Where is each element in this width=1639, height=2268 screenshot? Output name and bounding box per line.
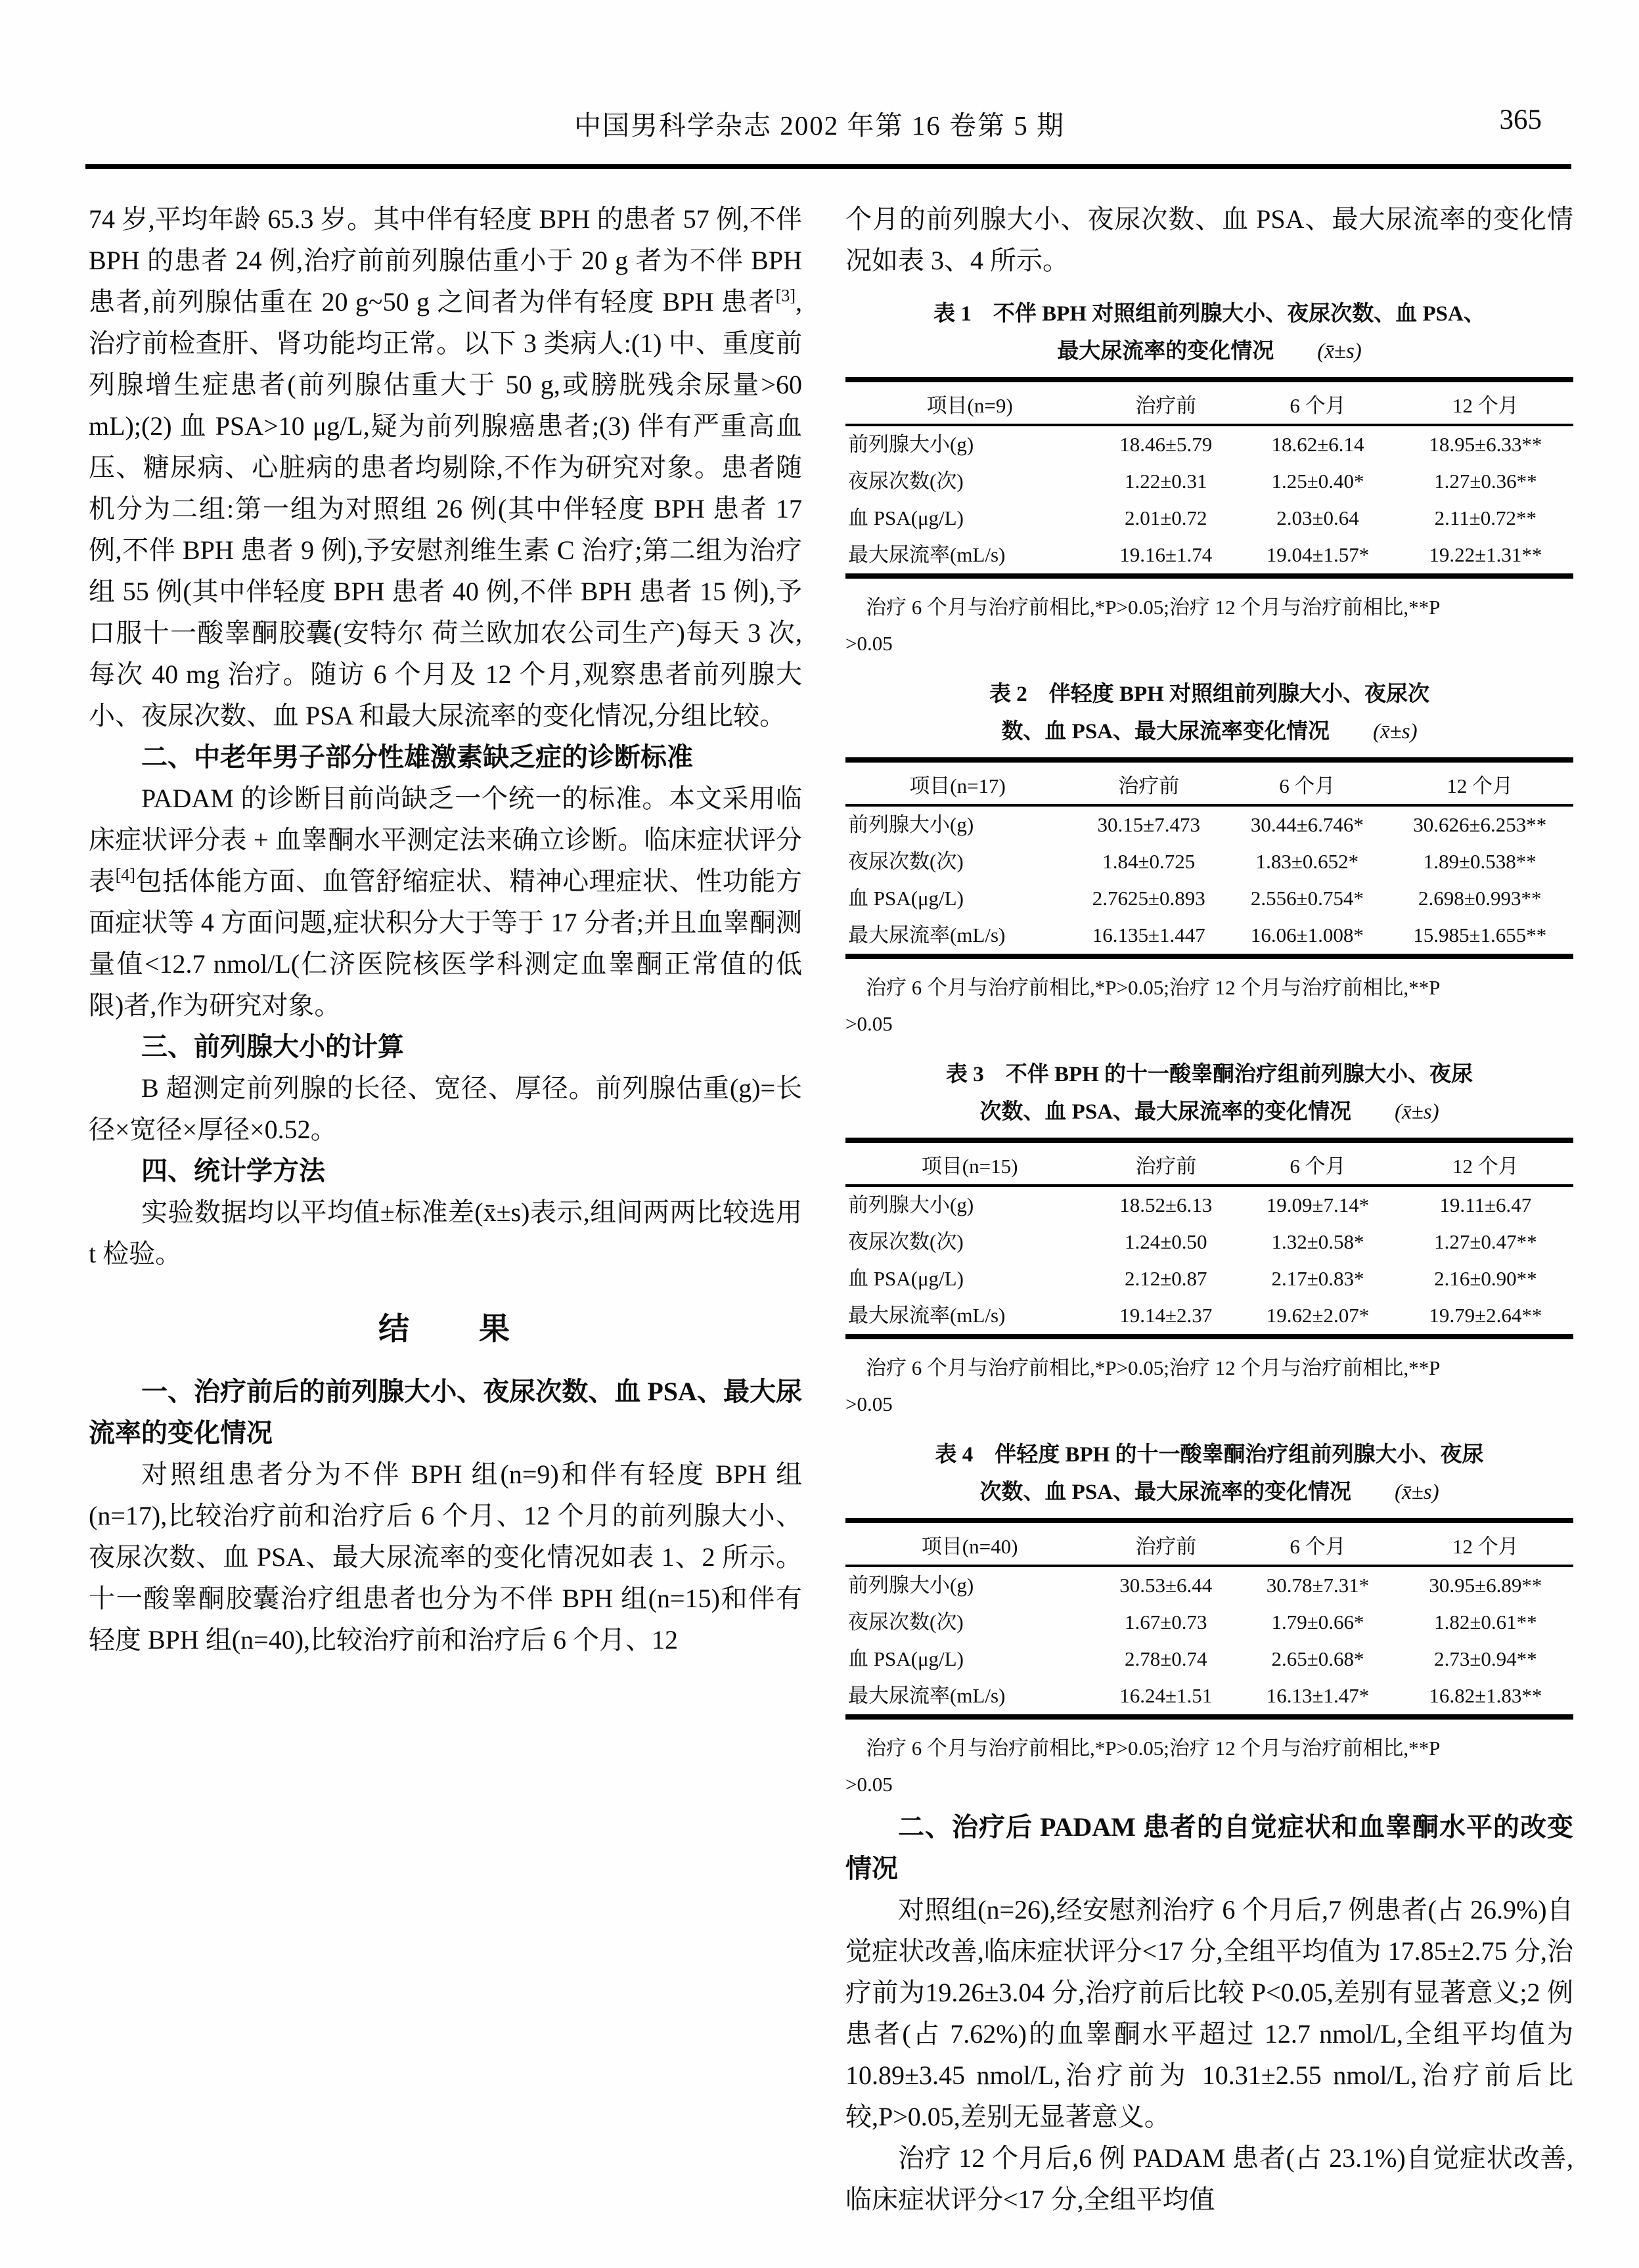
table-3-footnote-line1: 治疗 6 个月与治疗前相比,*P>0.05;治疗 12 个月与治疗前相比,**P <box>866 1356 1441 1379</box>
table-row <box>845 425 1573 463</box>
page-number: 365 <box>1499 104 1542 135</box>
column-header: 12 个月 <box>1398 380 1573 425</box>
table-header-row <box>845 380 1573 425</box>
cell-value: 1.79±0.66* <box>1271 1611 1364 1634</box>
row-label: 血 PSA(μg/L) <box>848 1647 964 1670</box>
table-4 <box>845 1518 1573 1720</box>
cell-value: 19.14±2.37 <box>1119 1304 1213 1327</box>
cell-value: 2.65±0.68* <box>1271 1647 1364 1670</box>
row-label: 血 PSA(μg/L) <box>848 506 964 529</box>
table-2-footnote-line2: >0.05 <box>845 1012 893 1035</box>
cell-value: 1.89±0.538** <box>1423 850 1537 873</box>
caption-text: 次数、血 PSA、最大尿流率的变化情况 <box>979 1100 1351 1124</box>
table-4-caption-line2 <box>845 1474 1573 1511</box>
table-row <box>845 1224 1573 1260</box>
cell-value: 2.17±0.83* <box>1271 1267 1364 1290</box>
cell-value: 2.03±0.64 <box>1276 506 1359 529</box>
stat-notation: (x̄±s) <box>1395 1480 1439 1504</box>
row-label: 夜尿次数(次) <box>848 1611 964 1634</box>
column-header: 6 个月 <box>1238 1140 1397 1186</box>
cell-value: 1.27±0.36** <box>1434 470 1537 493</box>
table-3-footnote-line2: >0.05 <box>845 1392 893 1415</box>
cell-value: 1.67±0.73 <box>1125 1611 1207 1634</box>
cell-value: 18.46±5.79 <box>1119 433 1213 456</box>
cell-value: 2.73±0.94** <box>1434 1647 1537 1670</box>
table-2-footnote-line1: 治疗 6 个月与治疗前相比,*P>0.05;治疗 12 个月与治疗前相比,**P <box>866 976 1441 999</box>
column-header: 12 个月 <box>1398 1140 1573 1186</box>
cell-value: 1.27±0.47** <box>1434 1230 1537 1253</box>
cell-value: 18.62±6.14 <box>1271 433 1364 456</box>
cell-value: 19.04±1.57* <box>1266 543 1370 566</box>
table-row <box>845 880 1573 917</box>
citation-superscript-4: [4] <box>115 865 135 885</box>
column-header: 治疗前 <box>1069 760 1228 805</box>
paragraph-group-comparison: 对照组患者分为不伴 BPH 组(n=9)和伴有轻度 BPH 组(n=17),比较治疗前和治疗后 6 个月、12 个月的前列腺大小、夜尿次数、血 PSA、最大尿流率的变化情况如表 1、2 所示。十一酸睾酮胶囊治疗组患者也分为不伴 BPH 组(n=15)和伴有轻度 BPH 组(n=40),比较治疗前和治疗后 6 个月、12 <box>89 1459 802 1655</box>
table-3-caption <box>845 1056 1573 1131</box>
row-label: 前列腺大小(g) <box>848 1193 974 1216</box>
cell-value: 30.53±6.44 <box>1119 1574 1213 1597</box>
cell-value: 18.52±6.13 <box>1119 1193 1213 1216</box>
table-2 <box>845 757 1573 959</box>
table-2-caption-line1: 表 2 伴轻度 BPH 对照组前列腺大小、夜尿次 <box>989 682 1430 706</box>
table-1-caption <box>845 296 1573 370</box>
cell-value: 1.25±0.40* <box>1271 470 1364 493</box>
table-row <box>845 537 1573 576</box>
cell-value: 30.15±7.473 <box>1097 813 1200 836</box>
section-heading-result-1: 一、治疗前后的前列腺大小、夜尿次数、血 PSA、最大尿流率的变化情况 <box>89 1377 802 1448</box>
column-header: 项目(n=17) <box>845 760 1069 805</box>
caption-text: 次数、血 PSA、最大尿流率的变化情况 <box>979 1480 1351 1504</box>
table-header-row <box>845 760 1573 805</box>
table-4-block <box>845 1436 1573 1802</box>
table-3-caption-line2 <box>845 1094 1573 1131</box>
table-row <box>845 463 1573 500</box>
table-3-block <box>845 1056 1573 1422</box>
row-label: 血 PSA(μg/L) <box>848 887 964 910</box>
column-header: 项目(n=9) <box>845 380 1094 425</box>
cell-value: 2.78±0.74 <box>1125 1647 1207 1670</box>
cell-value: 19.79±2.64** <box>1429 1304 1542 1327</box>
header-rule <box>85 164 1571 169</box>
section-heading-diagnosis-criteria: 二、中老年男子部分性雄激素缺乏症的诊断标准 <box>141 742 693 772</box>
row-label: 夜尿次数(次) <box>848 850 964 873</box>
cell-value: 16.82±1.83** <box>1429 1684 1542 1707</box>
table-1-block <box>845 296 1573 661</box>
cell-value: 1.83±0.652* <box>1255 850 1359 873</box>
paragraph-prostate-calc: B 超测定前列腺的长径、宽径、厚径。前列腺估重(g)=长径×宽径×厚径×0.52。 <box>89 1073 802 1144</box>
table-2-block <box>845 676 1573 1042</box>
table-row <box>845 917 1573 956</box>
paragraph-text: ,治疗前检查肝、肾功能均正常。以下 3 类病人:(1) 中、重度前列腺增生症患者(前列腺估重大于 50 g,或膀胱残余尿量>60 mL);(2) 血 PSA>10 μg/L,疑为前列腺癌患者;(3) 伴有严重高血压、糖尿病、心脏病的患者均剔除,不作为研究对象。患者随机分为二组:第一组为对照组 26 例(其中伴轻度 BPH 患者 17 例,不伴 BPH 患者 9 例),予安慰剂维生素 C 治疗;第二组为治疗组 55 例(其中伴轻度 BPH 患者 40 例,不伴 BPH 患者 15 例),予口服十一酸睾酮胶囊(安特尔 荷兰欧加农公司生产)每天 3 次,每次 40 mg 治疗。随访 6 个月及 12 个月,观察患者前列腺大小、夜尿次数、血 PSA 和最大尿流率的变化情况,分组比较。 <box>89 287 802 730</box>
cell-value: 2.12±0.87 <box>1125 1267 1207 1290</box>
table-header-row <box>845 1140 1573 1186</box>
column-header: 12 个月 <box>1386 760 1573 805</box>
cell-value: 2.556±0.754* <box>1250 887 1364 910</box>
table-4-footnote-line2: >0.05 <box>845 1773 893 1796</box>
cell-value: 16.13±1.47* <box>1266 1684 1370 1707</box>
cell-value: 1.22±0.31 <box>1125 470 1207 493</box>
cell-value: 2.11±0.72** <box>1434 506 1537 529</box>
paragraph-statistics: 实验数据均以平均值±标准差(x̄±s)表示,组间两两比较选用 t 检验。 <box>89 1197 802 1268</box>
row-label: 最大尿流率(mL/s) <box>848 923 1006 946</box>
cell-value: 19.09±7.14* <box>1266 1193 1370 1216</box>
table-row <box>845 1604 1573 1641</box>
cell-value: 16.24±1.51 <box>1119 1684 1213 1707</box>
column-header: 6 个月 <box>1238 1521 1397 1566</box>
row-label: 夜尿次数(次) <box>848 1230 964 1253</box>
table-1-footnote-line2: >0.05 <box>845 632 893 655</box>
table-1 <box>845 377 1573 579</box>
row-label: 前列腺大小(g) <box>848 1574 974 1597</box>
table-1-caption-line2 <box>845 333 1573 370</box>
section-heading-padam-symptoms: 二、治疗后 PADAM 患者的自觉症状和血睾酮水平的改变情况 <box>845 1812 1573 1883</box>
column-header: 12 个月 <box>1398 1521 1573 1566</box>
journal-title: 中国男科学杂志 2002 年第 16 卷第 5 期 <box>574 110 1065 141</box>
cell-value: 30.626±6.253** <box>1413 813 1547 836</box>
cell-value: 2.01±0.72 <box>1125 506 1207 529</box>
cell-value: 2.16±0.90** <box>1434 1267 1537 1290</box>
table-4-caption <box>845 1436 1573 1511</box>
row-label: 前列腺大小(g) <box>848 813 974 836</box>
table-row <box>845 805 1573 843</box>
cell-value: 30.78±7.31* <box>1266 1574 1370 1597</box>
table-3 <box>845 1138 1573 1339</box>
paragraph-control-group-results: 对照组(n=26),经安慰剂治疗 6 个月后,7 例患者(占 26.9%)自觉症状改善,临床症状评分<17 分,全组平均值为 17.85±2.75 分,治疗前为19.26±3.04 分,治疗前后比较 P<0.05,差别有显著意义;2 例患者(占 7.62%)的血睾酮水平超过 12.7 nmol/L,全组平均值为 10.89±3.45 nmol/L,治疗前为 10.31±2.55 nmol/L,治疗前后比较,P>0.05,差别无显著意义。 <box>845 1895 1573 2131</box>
section-heading-prostate-size: 三、前列腺大小的计算 <box>141 1032 404 1061</box>
column-header: 治疗前 <box>1094 1140 1238 1186</box>
table-row <box>845 1641 1573 1678</box>
cell-value: 1.32±0.58* <box>1271 1230 1364 1253</box>
paragraph-12-month-results: 治疗 12 个月后,6 例 PADAM 患者(占 23.1%)自觉症状改善,临床症状评分<17 分,全组平均值 <box>845 2143 1573 2214</box>
cell-value: 18.95±6.33** <box>1429 433 1542 456</box>
cell-value: 2.698±0.993** <box>1418 887 1542 910</box>
caption-text: 最大尿流率的变化情况 <box>1057 340 1274 363</box>
row-label: 血 PSA(μg/L) <box>848 1267 964 1290</box>
row-label: 最大尿流率(mL/s) <box>848 1684 1006 1707</box>
paragraph-tables-ref-continued: 个月的前列腺大小、夜尿次数、血 PSA、最大尿流率的变化情况如表 3、4 所示。 <box>845 204 1573 275</box>
results-heading: 结 果 <box>378 1312 512 1346</box>
row-label: 最大尿流率(mL/s) <box>848 543 1006 566</box>
table-header-row <box>845 1521 1573 1566</box>
row-label: 最大尿流率(mL/s) <box>848 1304 1006 1327</box>
row-label: 前列腺大小(g) <box>848 433 974 456</box>
table-row <box>845 1186 1573 1224</box>
cell-value: 19.62±2.07* <box>1266 1304 1370 1327</box>
cell-value: 16.06±1.008* <box>1250 923 1364 946</box>
column-header: 项目(n=15) <box>845 1140 1094 1186</box>
left-column <box>89 198 802 2220</box>
table-row <box>845 843 1573 880</box>
table-row <box>845 1297 1573 1337</box>
cell-value: 1.24±0.50 <box>1125 1230 1207 1253</box>
cell-value: 15.985±1.655** <box>1413 923 1547 946</box>
table-1-caption-line1: 表 1 不伴 BPH 对照组前列腺大小、夜尿次数、血 PSA、 <box>933 302 1485 326</box>
column-header: 6 个月 <box>1238 380 1397 425</box>
caption-text: 数、血 PSA、最大尿流率变化情况 <box>1001 720 1330 744</box>
table-3-caption-line1: 表 3 不伴 BPH 的十一酸睾酮治疗组前列腺大小、夜尿 <box>945 1063 1473 1086</box>
table-row <box>845 500 1573 537</box>
two-column-body <box>89 198 1573 2220</box>
cell-value: 19.16±1.74 <box>1119 543 1213 566</box>
cell-value: 16.135±1.447 <box>1092 923 1205 946</box>
column-header: 项目(n=40) <box>845 1521 1094 1566</box>
stat-notation: (x̄±s) <box>1373 720 1418 744</box>
table-4-caption-line1: 表 4 伴轻度 BPH 的十一酸睾酮治疗组前列腺大小、夜尿 <box>935 1443 1484 1467</box>
paragraph-text: 包括体能方面、血管舒缩症状、精神心理症状、性功能方面症状等 4 方面问题,症状积分大于等于 17 分者;并且血睾酮测量值<12.7 nmol/L(仁济医院核医学科测定血睾酮正常值的低限)者,作为研究对象。 <box>89 866 803 1020</box>
table-row <box>845 1566 1573 1604</box>
stat-notation: (x̄±s) <box>1395 1100 1439 1124</box>
row-label: 夜尿次数(次) <box>848 470 964 493</box>
stat-notation: (x̄±s) <box>1317 340 1362 363</box>
right-column <box>845 198 1573 2220</box>
paragraph-text: 74 岁,平均年龄 65.3 岁。其中伴有轻度 BPH 的患者 57 例,不伴 BPH 的患者 24 例,治疗前前列腺估重小于 20 g 者为不伴 BPH 患者,前列腺估重在 20 g~50 g 之间者为伴有轻度 BPH 患者 <box>89 204 802 317</box>
citation-superscript-3: [3] <box>775 286 796 305</box>
cell-value: 1.82±0.61** <box>1434 1611 1537 1634</box>
table-2-caption-line2 <box>845 713 1573 751</box>
table-row <box>845 1260 1573 1297</box>
paragraph-text: PADAM 的诊断目前尚缺乏一个统一的标准。本文采用临床症状评分表 + 血睾酮水平测定法来确立诊断。临床症状评分表 <box>89 784 802 896</box>
paragraph-padam-diagnosis <box>89 778 802 1026</box>
table-1-footnote-line1: 治疗 6 个月与治疗前相比,*P>0.05;治疗 12 个月与治疗前相比,**P <box>866 596 1441 619</box>
cell-value: 30.44±6.746* <box>1250 813 1364 836</box>
table-2-caption <box>845 676 1573 751</box>
table-4-footnote-line1: 治疗 6 个月与治疗前相比,*P>0.05;治疗 12 个月与治疗前相比,**P <box>866 1737 1441 1760</box>
column-header: 6 个月 <box>1228 760 1386 805</box>
table-row <box>845 1678 1573 1717</box>
cell-value: 19.11±6.47 <box>1439 1193 1532 1216</box>
cell-value: 19.22±1.31** <box>1429 543 1542 566</box>
cell-value: 1.84±0.725 <box>1102 850 1196 873</box>
paragraph-methods-continued <box>89 198 802 736</box>
section-heading-statistics: 四、统计学方法 <box>141 1156 325 1186</box>
cell-value: 30.95±6.89** <box>1429 1574 1542 1597</box>
column-header: 治疗前 <box>1094 380 1238 425</box>
cell-value: 2.7625±0.893 <box>1092 887 1205 910</box>
column-header: 治疗前 <box>1094 1521 1238 1566</box>
